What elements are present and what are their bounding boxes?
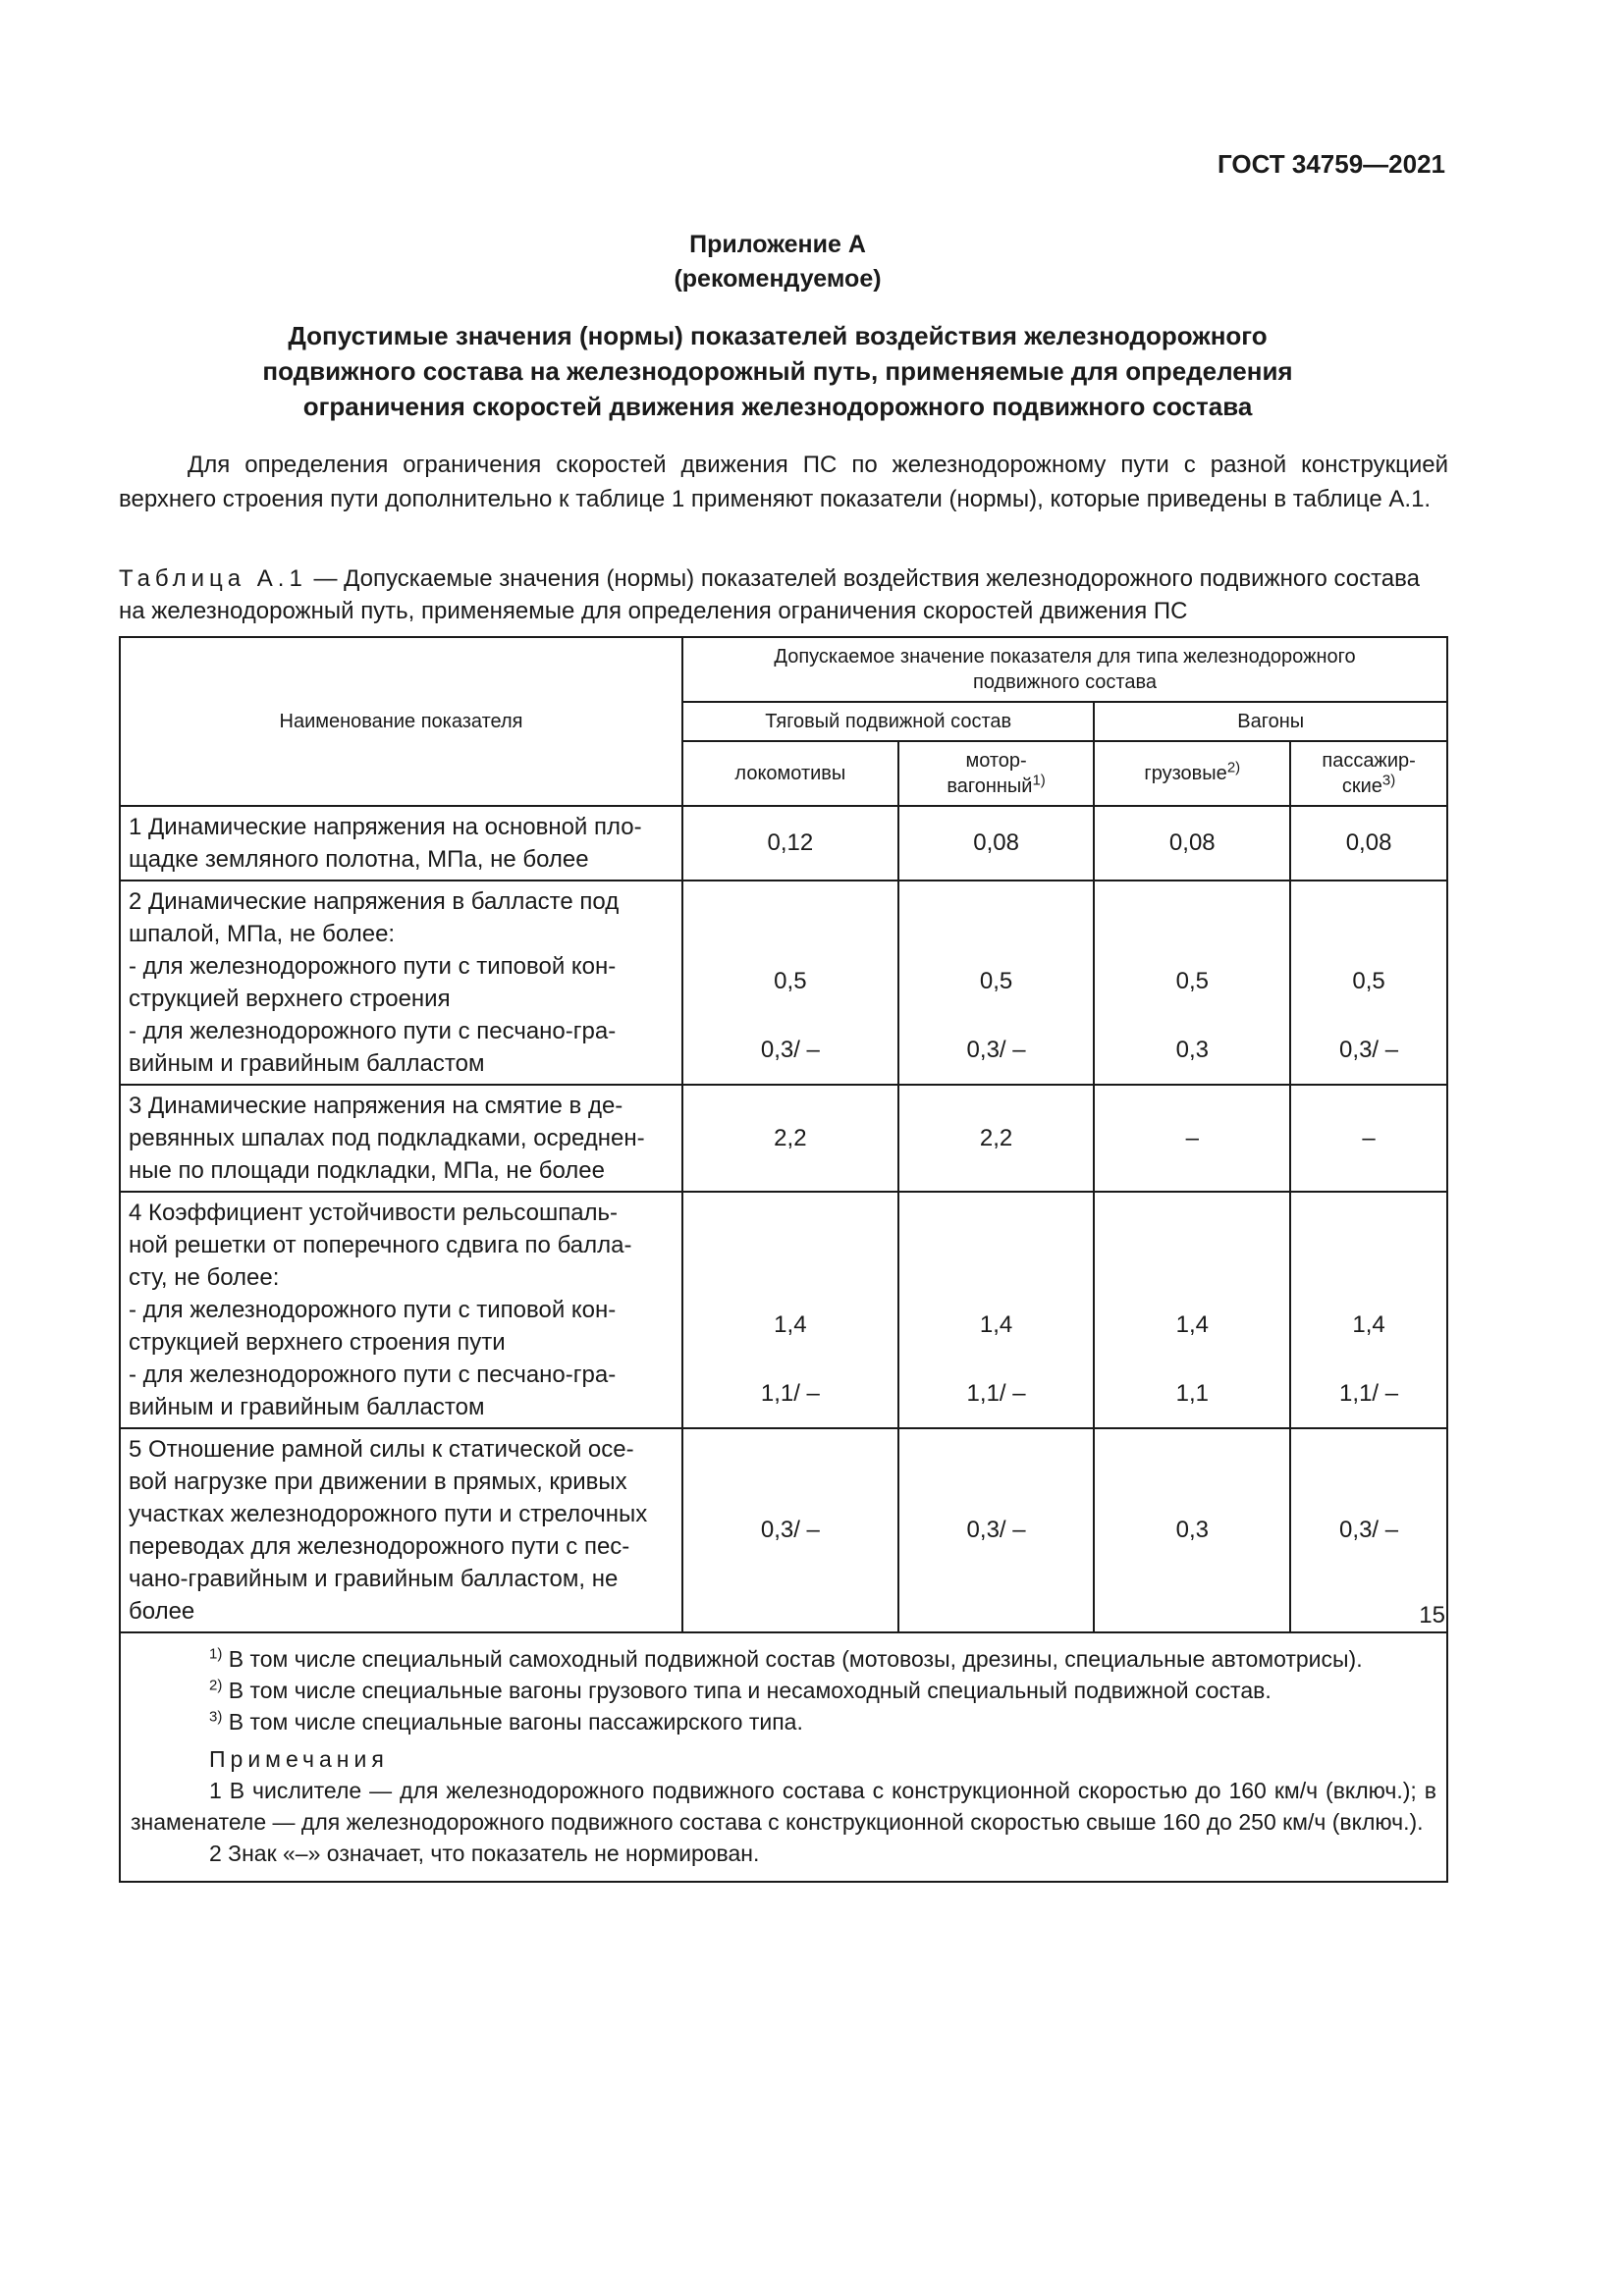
- value-cell: 1,4 1,1/ –: [1290, 1192, 1447, 1428]
- table-caption-text: Допускаемые значения (нормы) показателей воздействия железнодорожного подвижного состава на железнодорожный путь, применяемые для определения ограничения скоростей движения ПС: [119, 565, 1420, 624]
- title-line: Допустимые значения (нормы) показателей воздействия железнодорожного: [288, 321, 1268, 350]
- title-line: ограничения скоростей движения железнодорожного подвижного состава: [302, 392, 1253, 421]
- value-cell: 0,12: [682, 806, 898, 881]
- indicator-name: 5 Отношение рамной силы к статической осе- вой нагрузке при движении в прямых, кривых участках железнодорожного пути и стрелочных переводах для железнодорожного пути с пес- чано-гравийным и гравийным балластом, не более: [120, 1428, 682, 1632]
- notes-title: Примечания: [209, 1746, 389, 1772]
- note-2: 2 Знак «–» означает, что показатель не нормирован.: [209, 1841, 760, 1866]
- footnotes-row: [120, 1632, 1447, 1882]
- value-cell: 0,5 0,3: [1094, 881, 1290, 1085]
- motor-wagon-line1: мотор-: [965, 750, 1027, 772]
- col-name-header: Наименование показателя: [120, 637, 682, 806]
- passenger-line2: ские$^{3)}$: [1341, 772, 1396, 797]
- value-cell: 0,3/ –: [898, 1428, 1095, 1632]
- footnote-1: $^{1)}$ В том числе специальный самоходный подвижной состав (мотовозы, дрезины, специальные автомотрисы).: [209, 1645, 1363, 1672]
- header-row: [120, 637, 1447, 702]
- group-header-line: Допускаемое значение показателя для типа железнодорожного: [774, 646, 1356, 667]
- group-header-line: подвижного состава: [973, 671, 1157, 693]
- footnote-ref: 2): [1226, 759, 1241, 776]
- footnote-ref: 1): [1032, 772, 1046, 789]
- table-caption: [119, 562, 1448, 627]
- value-cell: 0,5 0,3/ –: [898, 881, 1095, 1085]
- value-cell: 2,2: [682, 1085, 898, 1192]
- value-cell: 0,3: [1094, 1428, 1290, 1632]
- footnotes-cell: [120, 1632, 1447, 1882]
- value-cell: 2,2: [898, 1085, 1095, 1192]
- indicator-name: 1 Динамические напряжения на основной пло- щадке земляного полотна, МПа, не более: [120, 806, 682, 881]
- title-line: подвижного состава на железнодорожный путь, применяемые для определения: [262, 356, 1293, 386]
- value-cell: –: [1094, 1085, 1290, 1192]
- standard-code: ГОСТ 34759—2021: [1218, 149, 1445, 179]
- indicator-name: 3 Динамические напряжения на смятие в де- ревянных шпалах под подкладками, осреднен- ные по площади подкладки, МПа, не более: [120, 1085, 682, 1192]
- footnote-2: $^{2)}$ В том числе специальные вагоны грузового типа и несамоходный специальный подвижной состав.: [209, 1677, 1272, 1703]
- appendix-heading: [0, 228, 1555, 296]
- locomotives-header: локомотивы: [682, 741, 898, 806]
- value-cell: 1,4 1,1: [1094, 1192, 1290, 1428]
- indicator-name: 4 Коэффициент устойчивости рельсошпаль- ной решетки от поперечного сдвига по балла- сту, не более: - для железнодорожного пути с типовой кон- струкцией верхнего строения пути - для железнодорожного пути с песчано-гра- вийным и гравийным балластом: [120, 1192, 682, 1428]
- page-number: 15: [1419, 1602, 1445, 1629]
- footnote-ref: 3): [1381, 772, 1396, 789]
- traction-header: Тяговый подвижной состав: [682, 702, 1094, 741]
- freight-header: грузовые$^{2)}$: [1094, 741, 1290, 806]
- appendix-title: [0, 318, 1555, 424]
- appendix-status: (рекомендуемое): [674, 265, 882, 293]
- table-row: [120, 881, 1447, 1085]
- table-caption-label: Таблица А.1: [119, 565, 307, 592]
- table-row: [120, 1085, 1447, 1192]
- value-cell: 0,5 0,3/ –: [1290, 881, 1447, 1085]
- motor-wagon-line2: вагонный$^{1)}$: [947, 772, 1046, 797]
- value-cell: 0,08: [1290, 806, 1447, 881]
- value-cell: 0,08: [898, 806, 1095, 881]
- value-cell: 0,3/ –: [1290, 1428, 1447, 1632]
- table-row: [120, 806, 1447, 881]
- table-row: [120, 1192, 1447, 1428]
- norms-table: [119, 636, 1448, 1883]
- passenger-line1: пассажир-: [1322, 750, 1416, 772]
- motor-wagon-header: [898, 741, 1095, 806]
- intro-text: Для определения ограничения скоростей движения ПС по железнодорожному пути с разной конструкцией верхнего строения пути дополнительно к таблице 1 применяют показатели (нормы), которые приведены в таблице А.1.: [119, 452, 1448, 512]
- appendix-label: Приложение А: [689, 231, 866, 258]
- passenger-header: [1290, 741, 1447, 806]
- value-cell: 0,3/ –: [682, 1428, 898, 1632]
- table-row: [120, 1428, 1447, 1632]
- value-cell: 0,08: [1094, 806, 1290, 881]
- value-cell: 1,4 1,1/ –: [898, 1192, 1095, 1428]
- table-caption-dash: —: [306, 565, 345, 592]
- note-1: 1 В числителе — для железнодорожного подвижного состава с конструкционной скоростью до 160 км/ч (включ.); в знаменателе — для железнодорожного подвижного состава с конструкционной скоростью свыше 160 до 250 км/ч (включ.).: [131, 1778, 1436, 1835]
- wagons-header: Вагоны: [1094, 702, 1447, 741]
- value-cell: 1,4 1,1/ –: [682, 1192, 898, 1428]
- indicator-name: 2 Динамические напряжения в балласте под шпалой, МПа, не более: - для железнодорожного пути с типовой кон- струкцией верхнего строения - для железнодорожного пути с песчано-гра- вийным и гравийным балластом: [120, 881, 682, 1085]
- value-cell: –: [1290, 1085, 1447, 1192]
- footnote-3: $^{3)}$ В том числе специальные вагоны пассажирского типа.: [209, 1708, 803, 1735]
- group-header: [682, 637, 1447, 702]
- value-cell: 0,5 0,3/ –: [682, 881, 898, 1085]
- intro-paragraph: [119, 448, 1448, 516]
